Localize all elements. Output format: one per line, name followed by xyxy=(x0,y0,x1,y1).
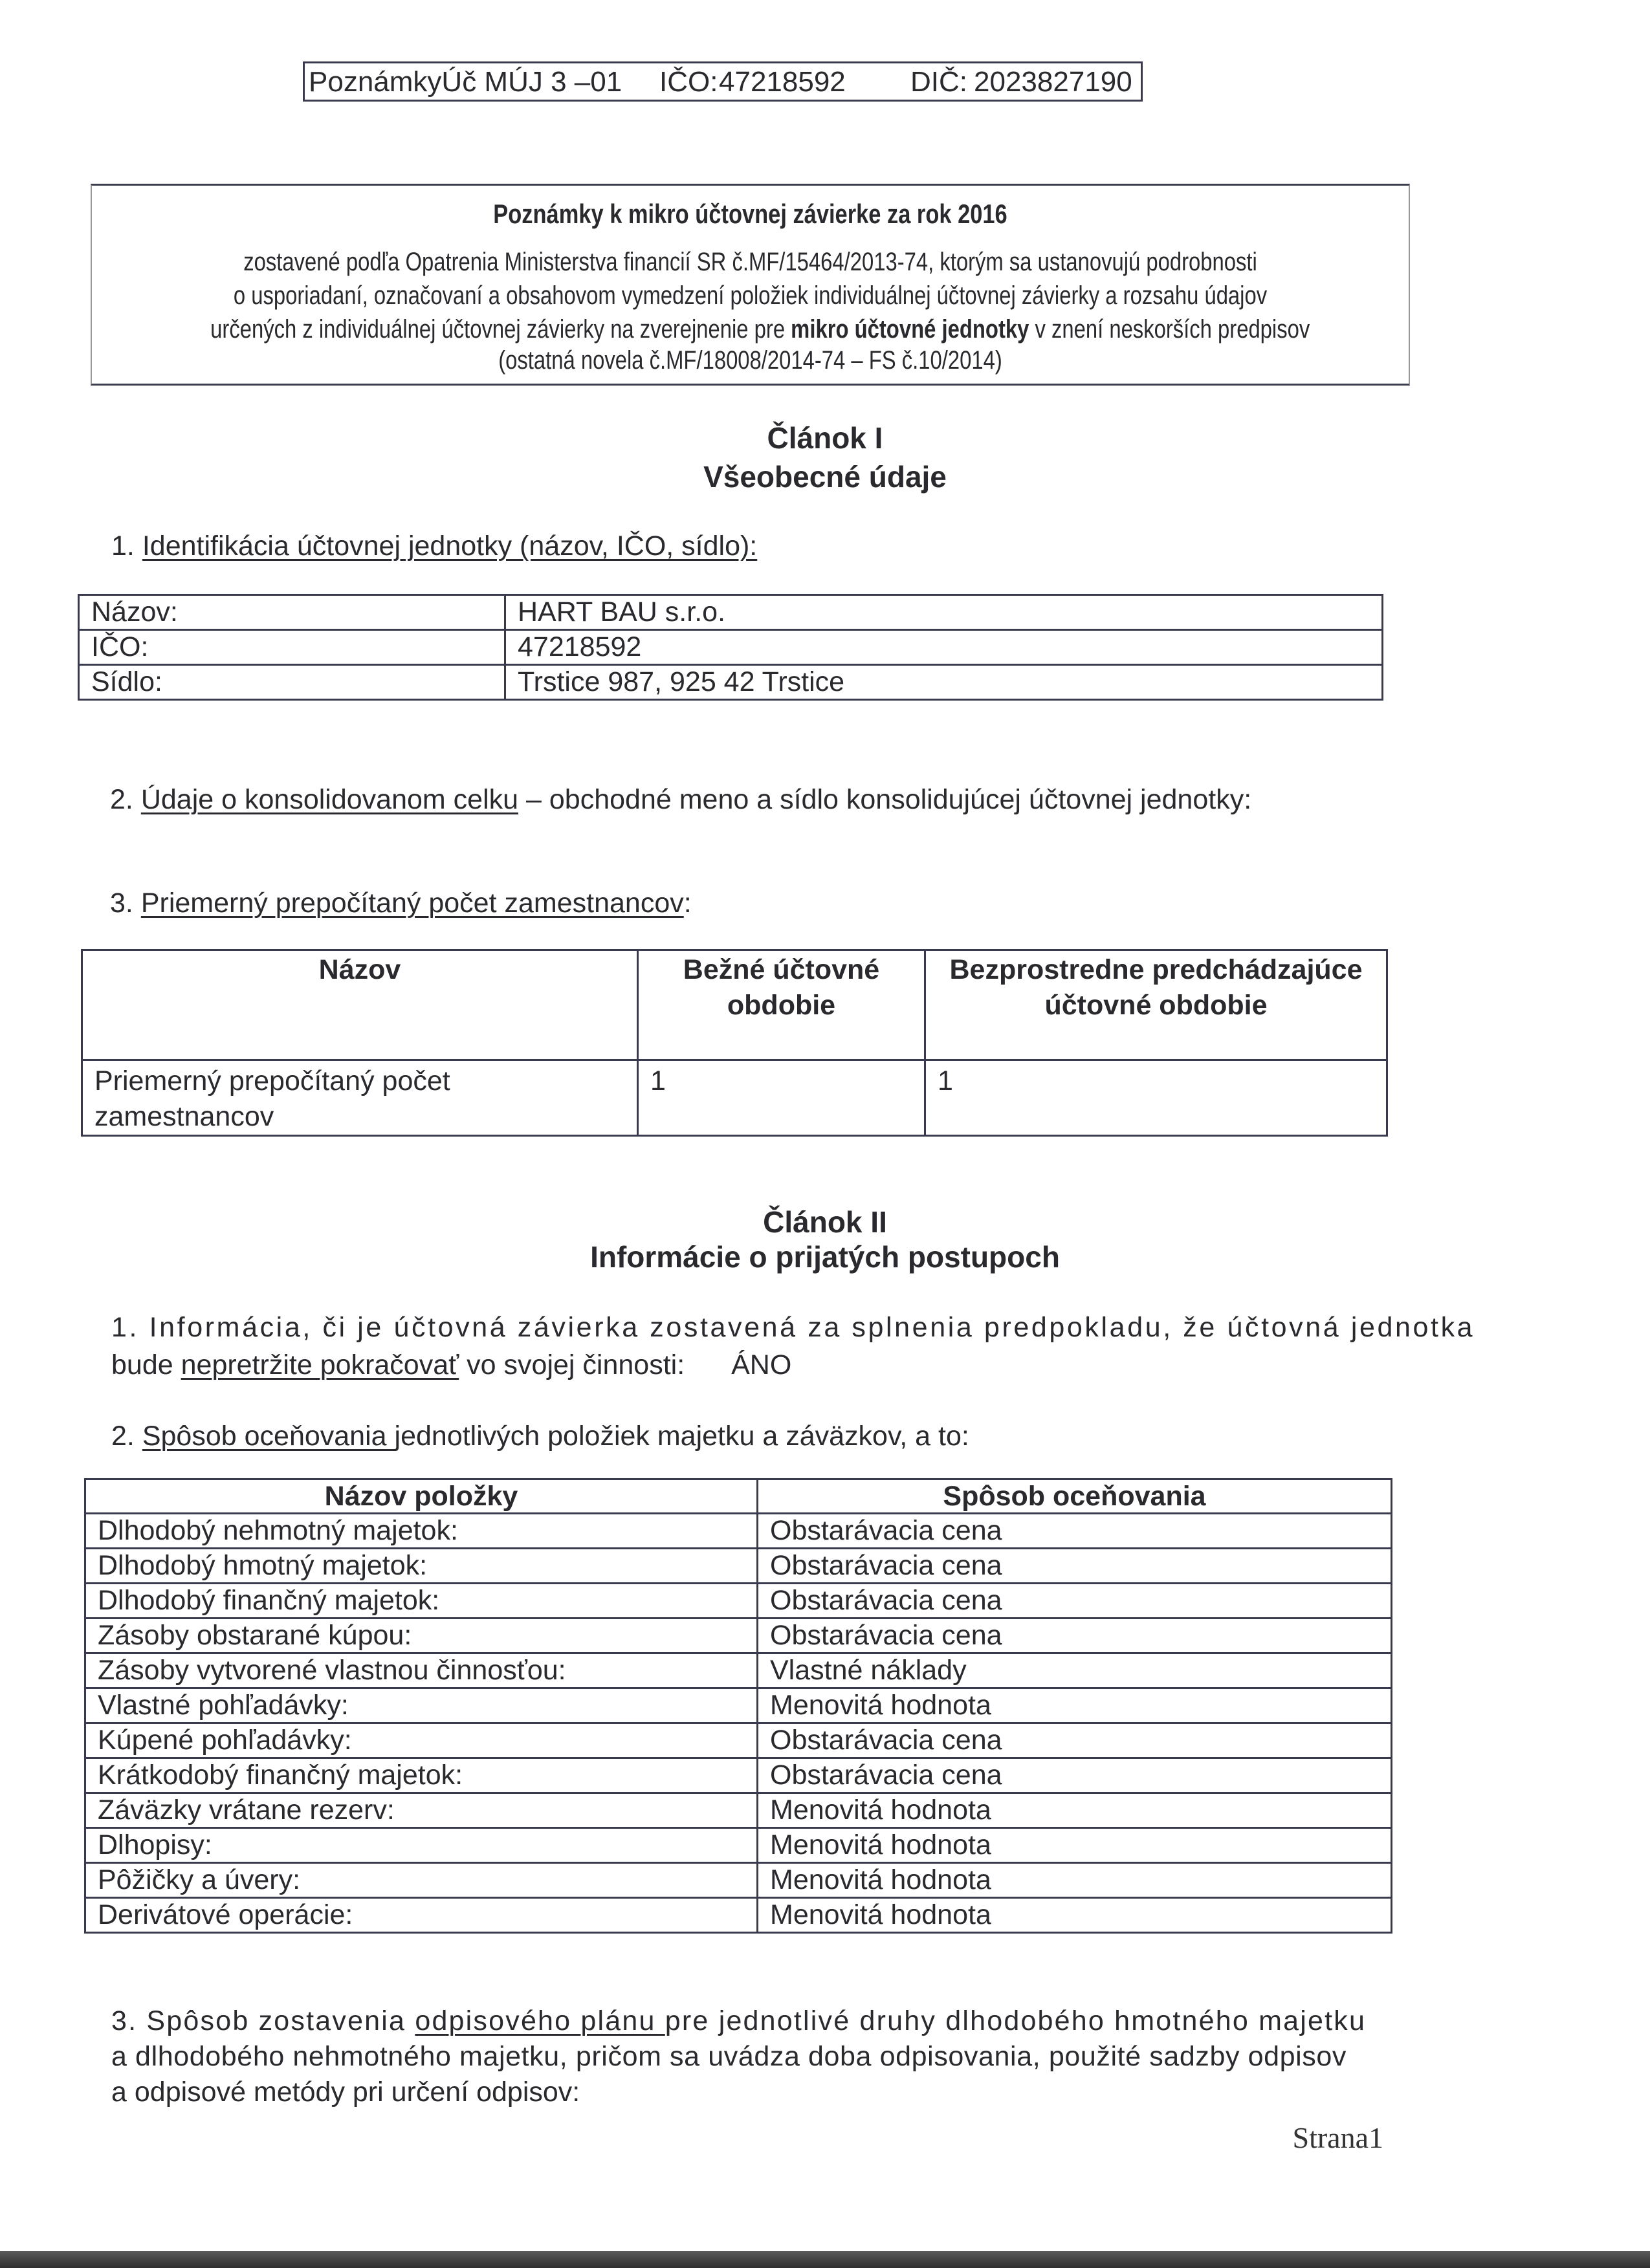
form-code: PoznámkyÚč MÚJ 3 –01 xyxy=(309,66,622,98)
article-2-heading: Článok II xyxy=(763,1205,887,1239)
item-label: Identifikácia účtovnej jednotky (názov, IČO, sídlo): xyxy=(142,530,758,562)
valuation-method: Obstarávacia cena xyxy=(758,1514,1392,1549)
ident-value: 47218592 xyxy=(505,630,1383,665)
article-1-heading: Článok I xyxy=(767,421,883,455)
item-number: 2. xyxy=(111,1421,135,1452)
table-row xyxy=(85,1584,1392,1619)
title-line-3 xyxy=(210,315,1310,344)
item-name: Kúpené pohľadávky: xyxy=(85,1723,758,1758)
valuation-method: Obstarávacia cena xyxy=(758,1619,1392,1653)
item-name: Krátkodobý finančný majetok: xyxy=(85,1758,758,1793)
title-line-1: zostavené podľa Opatrenia Ministerstva financií SR č.MF/15464/2013-74, ktorým sa ustanovujú podrobnosti xyxy=(243,248,1257,276)
ident-value: Trstice 987, 925 42 Trstice xyxy=(505,665,1383,700)
title-line-2: o usporiadaní, označovaní a obsahovom vymedzení položiek individuálnej účtovnej závierky a rozsahu údajov xyxy=(233,281,1268,310)
row-name: Priemerný prepočítaný počet zamestnancov xyxy=(82,1060,638,1136)
title-line-4: (ostatná novela č.MF/18008/2014-74 – FS č.10/2014) xyxy=(498,346,1002,375)
previous-period-value: 1 xyxy=(925,1060,1387,1136)
article-2-item-3-line-2: a dlhodobého nehmotného majetku, pričom sa uvádza doba odpisovania, použité sadzby odpisov xyxy=(111,2041,1347,2072)
item-underlined: odpisového plánu xyxy=(415,2005,665,2036)
item-label: Priemerný prepočítaný počet zamestnancov xyxy=(140,888,684,919)
ident-value: HART BAU s.r.o. xyxy=(505,595,1383,630)
item-name: Dlhodobý finančný majetok: xyxy=(85,1584,758,1619)
column-header: Názov položky xyxy=(85,1479,758,1514)
table-header-row xyxy=(82,950,1387,1060)
article-2-item-2 xyxy=(111,1421,969,1452)
item-text: – obchodné meno a sídlo konsolidujúcej účtovnej jednotky: xyxy=(518,784,1252,815)
item-label: Údaje o konsolidovanom celku xyxy=(140,784,519,815)
article-1-item-1 xyxy=(111,530,757,562)
title-line-3-bold: mikro účtovné jednotky xyxy=(791,315,1029,343)
valuation-method: Menovitá hodnota xyxy=(758,1863,1392,1898)
article-2-item-3-line-3: a odpisové metódy pri určení odpisov: xyxy=(111,2077,580,2108)
article-1-item-3 xyxy=(110,888,692,919)
title-line-3-pre: určených z individuálnej účtovnej závierky na zverejnenie pre xyxy=(210,315,791,343)
valuation-method: Menovitá hodnota xyxy=(758,1898,1392,1933)
item-text: bude xyxy=(111,1349,181,1380)
valuation-method: Obstarávacia cena xyxy=(758,1549,1392,1584)
table-row xyxy=(85,1793,1392,1828)
table-row xyxy=(82,1060,1387,1136)
item-name: Vlastné pohľadávky: xyxy=(85,1688,758,1723)
item-name: Záväzky vrátane rezerv: xyxy=(85,1793,758,1828)
title-box xyxy=(91,184,1410,386)
article-2-item-1-line-1: 1. Informácia, či je účtovná závierka zostavená za splnenia predpokladu, že účtovná jednotka xyxy=(111,1312,1475,1343)
article-2-item-1-line-2 xyxy=(111,1349,791,1381)
document-title: Poznámky k mikro účtovnej závierke za rok 2016 xyxy=(493,199,1007,229)
item-name: Dlhopisy: xyxy=(85,1828,758,1863)
scan-edge xyxy=(0,2251,1650,2268)
item-text: pre jednotlivé druhy dlhodobého hmotného majetku xyxy=(665,2005,1367,2036)
table-row xyxy=(85,1898,1392,1933)
table-header-row xyxy=(85,1479,1392,1514)
item-colon: : xyxy=(683,888,692,919)
table-row xyxy=(79,665,1383,700)
item-name: Dlhodobý nehmotný majetok: xyxy=(85,1514,758,1549)
valuation-method: Vlastné náklady xyxy=(758,1653,1392,1688)
employees-table xyxy=(81,949,1388,1137)
item-text: 3. Spôsob zostavenia xyxy=(111,2005,415,2036)
valuation-method: Menovitá hodnota xyxy=(758,1828,1392,1863)
item-name: Derivátové operácie: xyxy=(85,1898,758,1933)
valuation-table-body xyxy=(85,1514,1392,1933)
ico-value: 47218592 xyxy=(719,66,846,98)
item-text: jednotlivých položiek majetku a záväzkov, a to: xyxy=(394,1421,969,1452)
valuation-method: Menovitá hodnota xyxy=(758,1688,1392,1723)
dic-label: DIČ: xyxy=(910,66,967,98)
table-row xyxy=(85,1514,1392,1549)
item-label: Spôsob oceňovania xyxy=(142,1421,395,1452)
item-name: Zásoby vytvorené vlastnou činnosťou: xyxy=(85,1653,758,1688)
valuation-table xyxy=(84,1478,1392,1934)
valuation-method: Obstarávacia cena xyxy=(758,1723,1392,1758)
table-row xyxy=(85,1863,1392,1898)
item-number: 3. xyxy=(110,888,133,919)
ident-label: Sídlo: xyxy=(79,665,505,700)
table-row xyxy=(85,1828,1392,1863)
table-row xyxy=(85,1758,1392,1793)
item-name: Dlhodobý hmotný majetok: xyxy=(85,1549,758,1584)
table-row xyxy=(85,1688,1392,1723)
title-line-3-post: v znení neskorších predpisov xyxy=(1029,315,1310,343)
item-number: 1. xyxy=(111,530,135,562)
valuation-method: Obstarávacia cena xyxy=(758,1584,1392,1619)
item-text: vo svojej činnosti: xyxy=(459,1349,685,1380)
column-header: Bezprostredne predchádzajúce účtovné obdobie xyxy=(925,950,1387,1060)
article-2-subheading: Informácie o prijatých postupoch xyxy=(590,1240,1060,1274)
identification-table xyxy=(78,594,1383,701)
dic-value: 2023827190 xyxy=(974,66,1132,98)
going-concern-answer: ÁNO xyxy=(731,1349,792,1380)
item-number: 2. xyxy=(110,784,133,815)
header-stamp xyxy=(303,61,1143,102)
column-header: Názov xyxy=(82,950,638,1060)
item-name: Pôžičky a úvery: xyxy=(85,1863,758,1898)
column-header: Bežné účtovné obdobie xyxy=(638,950,925,1060)
ident-label: Názov: xyxy=(79,595,505,630)
table-row xyxy=(85,1653,1392,1688)
valuation-method: Menovitá hodnota xyxy=(758,1793,1392,1828)
item-underlined: nepretržite pokračovať xyxy=(181,1349,459,1380)
current-period-value: 1 xyxy=(638,1060,925,1136)
article-2-item-3-line-1 xyxy=(111,2005,1366,2037)
table-row xyxy=(79,595,1383,630)
page-number: Strana1 xyxy=(1292,2121,1383,2154)
item-name: Zásoby obstarané kúpou: xyxy=(85,1619,758,1653)
article-1-item-2 xyxy=(110,784,1251,816)
column-header: Spôsob oceňovania xyxy=(758,1479,1392,1514)
table-row xyxy=(85,1723,1392,1758)
ico-label: IČO: xyxy=(659,66,718,98)
ident-label: IČO: xyxy=(79,630,505,665)
article-1-subheading: Všeobecné údaje xyxy=(703,460,947,494)
table-row xyxy=(85,1619,1392,1653)
table-row xyxy=(85,1549,1392,1584)
table-row xyxy=(79,630,1383,665)
valuation-method: Obstarávacia cena xyxy=(758,1758,1392,1793)
